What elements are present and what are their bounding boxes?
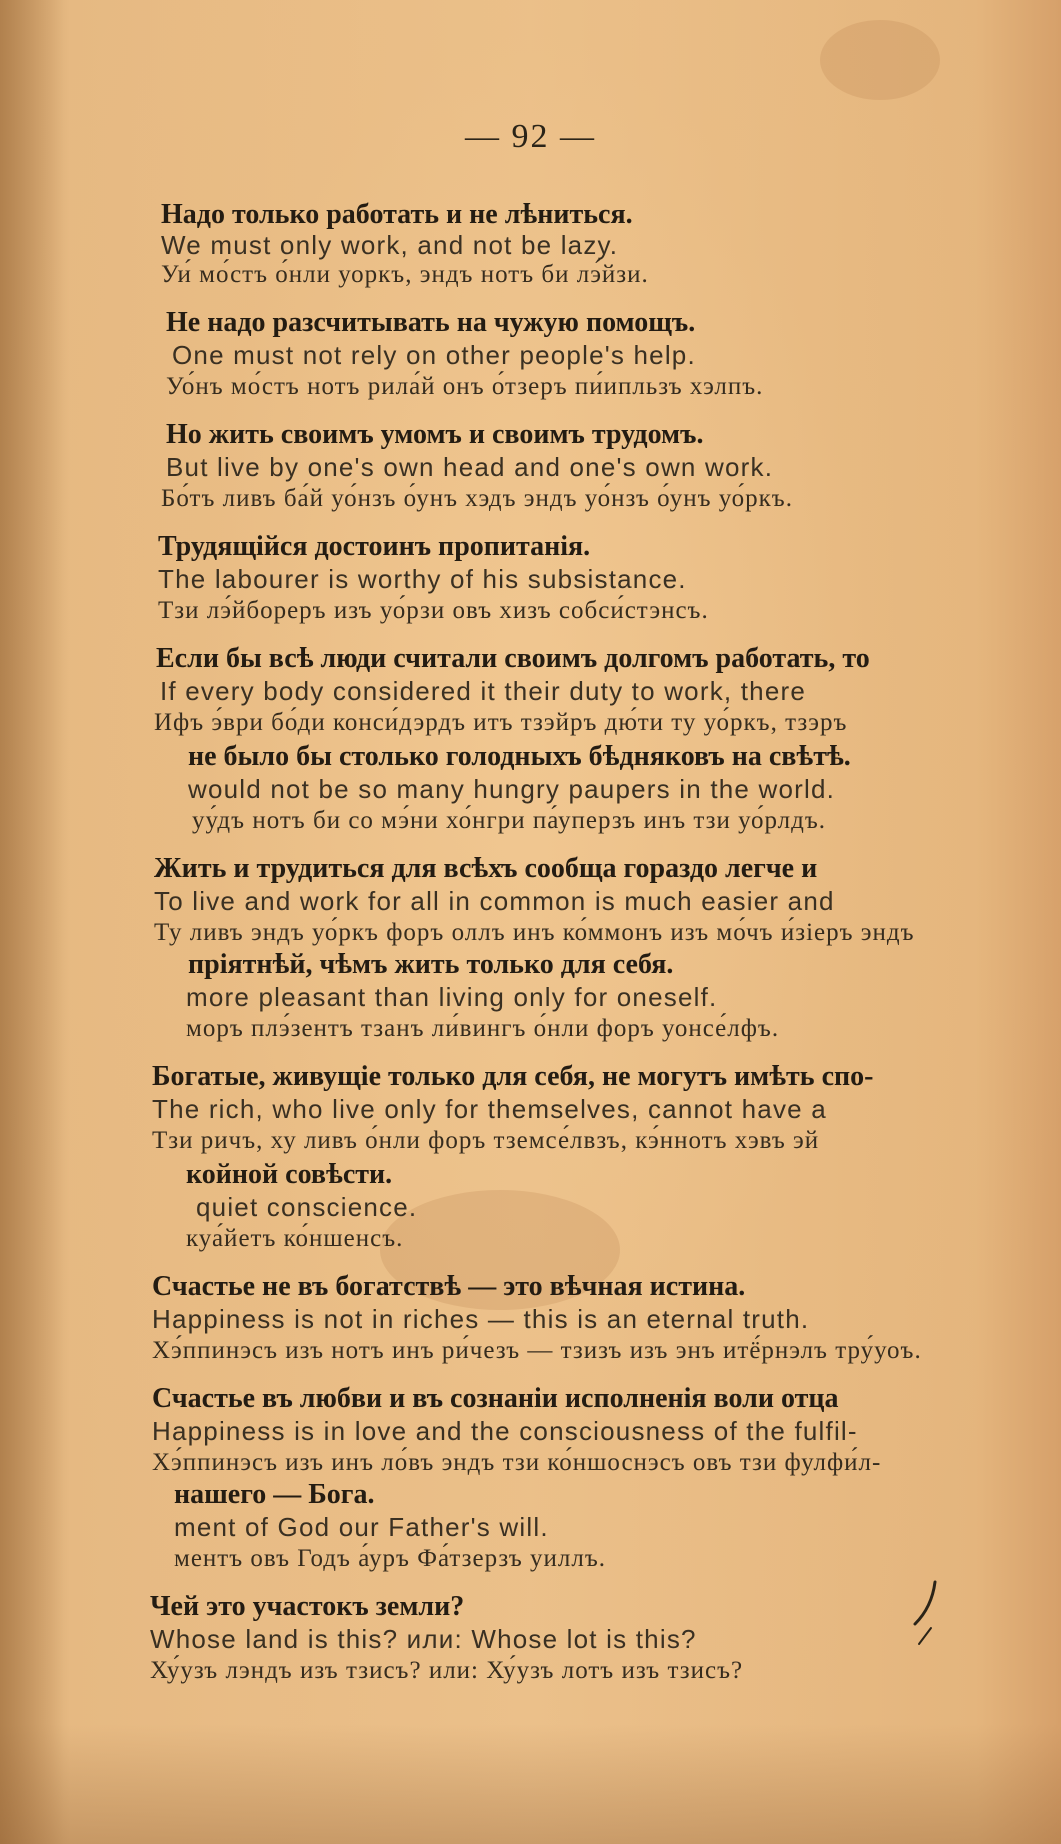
transliteration-line: Уи́ мо́стъ о́нли уоркъ, эндъ нотъ би лэ́йзи. — [161, 261, 649, 288]
russian-line: Счастье въ любви и въ сознаніи исполненія воли отца — [152, 1383, 839, 1414]
russian-line: не было бы столько голодныхъ бѣдняковъ на свѣтѣ. — [188, 741, 851, 772]
transliteration-line: Уо́нъ мо́стъ нотъ рила́й онъ о́тзеръ пи́ипльзъ хэлпъ. — [166, 373, 764, 400]
russian-line: Если бы всѣ люди считали своимъ долгомъ работать, то — [156, 643, 870, 674]
english-line: would not be so many hungry paupers in the world. — [188, 774, 836, 804]
russian-line: койной совѣсти. — [186, 1159, 393, 1190]
english-line: Whose land is this? или: Whose lot is this? — [150, 1624, 697, 1654]
english-line: Happiness is not in riches — this is an eternal truth. — [152, 1304, 810, 1334]
russian-line: Жить и трудиться для всѣхъ сообща гораздо легче и — [154, 853, 818, 884]
english-line: Happiness is in love and the consciousness of the fulfil- — [152, 1416, 858, 1446]
russian-line: Но жить своимъ умомъ и своимъ трудомъ. — [166, 419, 704, 450]
russian-line: нашего — Бога. — [174, 1479, 375, 1510]
page-bottom-shadow — [0, 1724, 1061, 1844]
english-line: quiet conscience. — [196, 1192, 418, 1222]
transliteration-line: Ифъ э́ври бо́ди конси́дэрдъ итъ тзэйръ дю́ти ту уо́ркъ, тзэръ — [154, 709, 848, 736]
russian-line: Не надо разсчитывать на чужую помощъ. — [166, 307, 696, 338]
paper-stain — [820, 20, 940, 100]
english-line: But live by one's own head and one's own work. — [166, 452, 774, 482]
english-line: We must only work, and not be lazy. — [161, 230, 619, 260]
russian-line: Надо только работать и не лѣниться. — [161, 199, 633, 230]
english-line: The labourer is worthy of his subsistance. — [158, 564, 687, 594]
transliteration-line: Тзи ричъ, ху ливъ о́нли форъ тземсе́лвзъ, кэ́ннотъ хэвъ эй — [152, 1127, 820, 1154]
english-line: more pleasant than living only for oneself. — [186, 982, 718, 1012]
russian-line: пріятнѣй, чѣмъ жить только для себя. — [188, 949, 674, 980]
transliteration-line: Ху́узъ лэндъ изъ тзисъ? или: Ху́узъ лотъ изъ тзисъ? — [150, 1657, 744, 1684]
transliteration-line: куа́йетъ ко́ншенсъ. — [186, 1225, 404, 1252]
russian-line: Трудящійся достоинъ пропитанія. — [158, 531, 591, 562]
english-line: If every body considered it their duty to work, there — [160, 676, 806, 706]
russian-line: Счастье не въ богатствѣ — это вѣчная истина. — [152, 1271, 746, 1302]
transliteration-line: уу́дъ нотъ би со мэ́ни хо́нгри па́уперзъ инъ тзи уо́рлдъ. — [192, 807, 827, 834]
transliteration-line: Бо́тъ ливъ ба́й уо́нзъ о́унъ хэдъ эндъ уо́нзъ о́унъ уо́ркъ. — [161, 485, 793, 512]
transliteration-line: ментъ овъ Годъ а́уръ Фа́тзерзъ уиллъ. — [174, 1545, 607, 1572]
transliteration-line: Тзи лэ́йбореръ изъ уо́рзи овъ хизъ собси́стэнсъ. — [158, 597, 709, 624]
russian-line: Чей это участокъ земли? — [150, 1591, 465, 1622]
english-line: One must not rely on other people's help. — [172, 340, 696, 370]
transliteration-line: Хэ́ппинэсъ изъ инъ ло́въ эндъ тзи ко́ншоснэсъ овъ тзи фулфи́л- — [152, 1449, 882, 1476]
pencil-mark-icon — [905, 1578, 945, 1648]
english-line: To live and work for all in common is much easier and — [154, 886, 835, 916]
transliteration-line: Хэ́ппинэсъ изъ нотъ инъ ри́чезъ — тзизъ изъ энъ итё́рнэлъ тру́уоъ. — [152, 1337, 922, 1364]
english-line: The rich, who live only for themselves, cannot have a — [152, 1094, 827, 1124]
page-edge-shadow — [0, 0, 70, 1844]
english-line: ment of God our Father's will. — [174, 1512, 549, 1542]
page-number: — 92 — — [465, 118, 596, 155]
transliteration-line: моръ плэ́зентъ тзанъ ли́вингъ о́нли форъ уонсе́лфъ. — [186, 1015, 780, 1042]
russian-line: Богатые, живущіе только для себя, не могутъ имѣть спо- — [152, 1061, 874, 1092]
transliteration-line: Ту ливъ эндъ уо́ркъ форъ оллъ инъ ко́ммонъ изъ мо́чъ и́зіеръ эндъ — [154, 919, 915, 946]
